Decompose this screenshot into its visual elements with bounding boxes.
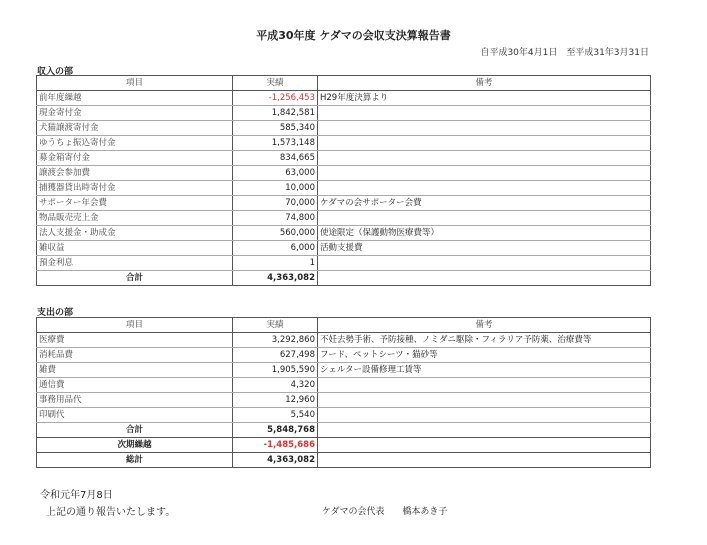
- row-note: [318, 256, 651, 271]
- row-item: 消耗品費: [37, 348, 233, 363]
- row-item: 事務用品代: [37, 393, 233, 408]
- row-note: シェルター設備修理工賃等: [318, 363, 651, 378]
- row-amount: 1: [233, 256, 318, 271]
- column-header-amount: 実績: [233, 318, 318, 333]
- row-amount: 70,000: [233, 196, 318, 211]
- row-note: [318, 136, 651, 151]
- expense-total-note: [318, 423, 651, 438]
- table-row: [37, 393, 651, 408]
- table-row: [37, 151, 651, 166]
- row-amount: 834,665: [233, 151, 318, 166]
- row-note: 使途限定（保護動物医療費等）: [318, 226, 651, 241]
- column-header-note: 備考: [318, 318, 651, 333]
- row-amount: 1,905,590: [233, 363, 318, 378]
- carryover-amount: -1,485,686: [233, 438, 318, 453]
- row-note: ケダマの会サポーター会費: [318, 196, 651, 211]
- row-amount: 12,960: [233, 393, 318, 408]
- carryover-row: [37, 438, 651, 453]
- row-item: 雑収益: [37, 241, 233, 256]
- row-item: 譲渡会参加費: [37, 166, 233, 181]
- expense-total-label: 合計: [37, 423, 233, 438]
- table-row: [37, 166, 651, 181]
- row-amount: 3,292,860: [233, 333, 318, 348]
- table-row: [37, 136, 651, 151]
- row-item: 募金箱寄付金: [37, 151, 233, 166]
- row-amount: 585,340: [233, 121, 318, 136]
- income-section-label: 収入の部: [37, 67, 74, 77]
- table-row: [37, 333, 651, 348]
- grand-total-label: 総計: [37, 453, 233, 468]
- row-item: 現金寄付金: [37, 106, 233, 121]
- column-header-item: 項目: [37, 318, 233, 333]
- row-item: 預金利息: [37, 256, 233, 271]
- grand-total-amount: 4,363,082: [233, 453, 318, 468]
- row-item: 法人支援金・助成金: [37, 226, 233, 241]
- row-amount: 63,000: [233, 166, 318, 181]
- table-row: [37, 226, 651, 241]
- row-amount: -1,256,453: [233, 91, 318, 106]
- row-item: 通信費: [37, 378, 233, 393]
- row-amount: 560,000: [233, 226, 318, 241]
- table-row: [37, 241, 651, 256]
- table-row: [37, 106, 651, 121]
- report-date: 令和元年7月8日: [40, 490, 113, 501]
- row-note: [318, 393, 651, 408]
- column-header-note: 備考: [318, 76, 651, 91]
- row-amount: 74,800: [233, 211, 318, 226]
- row-item: 前年度繰越: [37, 91, 233, 106]
- row-item: 印刷代: [37, 408, 233, 423]
- table-row: [37, 181, 651, 196]
- column-header-amount: 実績: [233, 76, 318, 91]
- expense-total-row: [37, 423, 651, 438]
- row-item: 犬猫譲渡寄付金: [37, 121, 233, 136]
- column-header-item: 項目: [37, 76, 233, 91]
- income-header-row: [37, 76, 651, 91]
- income-total-row: [37, 271, 651, 286]
- row-note: [318, 121, 651, 136]
- row-note: H29年度決算より: [318, 91, 651, 106]
- row-amount: 10,000: [233, 181, 318, 196]
- row-item: 捕獲器貸出時寄付金: [37, 181, 233, 196]
- row-note: [318, 151, 651, 166]
- income-total-note: [318, 271, 651, 286]
- representative-name: 橋本あき子: [402, 507, 448, 517]
- row-amount: 4,320: [233, 378, 318, 393]
- row-item: 医療費: [37, 333, 233, 348]
- fiscal-period: 自平成30年4月1日 至平成31年3月31日: [480, 48, 649, 58]
- row-amount: 5,540: [233, 408, 318, 423]
- table-row: [37, 408, 651, 423]
- report-statement: 上記の通り報告いたします。: [46, 507, 176, 518]
- expense-header-row: [37, 318, 651, 333]
- income-total-label: 合計: [37, 271, 233, 286]
- grand-total-row: [37, 453, 651, 468]
- table-row: [37, 256, 651, 271]
- table-row: [37, 91, 651, 106]
- row-note: 活動支援費: [318, 241, 651, 256]
- row-note: [318, 181, 651, 196]
- expense-total-amount: 5,848,768: [233, 423, 318, 438]
- row-amount: 1,573,148: [233, 136, 318, 151]
- report-title: 平成30年度 ケダマの会収支決算報告書: [256, 29, 451, 42]
- representative-title: ケダマの会代表: [322, 507, 385, 517]
- row-note: [318, 106, 651, 121]
- row-item: 物品販売売上金: [37, 211, 233, 226]
- row-item: ゆうちょ振込寄付金: [37, 136, 233, 151]
- table-row: [37, 378, 651, 393]
- income-total-amount: 4,363,082: [233, 271, 318, 286]
- income-table: [36, 75, 651, 286]
- row-note: [318, 408, 651, 423]
- grand-total-note: [318, 453, 651, 468]
- row-note: フード、ペットシーツ・猫砂等: [318, 348, 651, 363]
- table-row: [37, 363, 651, 378]
- row-note: 不妊去勢手術、予防接種、ノミダニ駆除・フィラリア予防薬、治療費等: [318, 333, 651, 348]
- row-amount: 627,498: [233, 348, 318, 363]
- row-note: [318, 378, 651, 393]
- row-amount: 1,842,581: [233, 106, 318, 121]
- carryover-note: [318, 438, 651, 453]
- row-note: [318, 211, 651, 226]
- row-item: 雑費: [37, 363, 233, 378]
- carryover-label: 次期繰越: [37, 438, 233, 453]
- table-row: [37, 121, 651, 136]
- table-row: [37, 348, 651, 363]
- table-row: [37, 211, 651, 226]
- row-item: サポーター年会費: [37, 196, 233, 211]
- representative: [322, 504, 447, 517]
- row-note: [318, 166, 651, 181]
- table-row: [37, 196, 651, 211]
- expense-section-label: 支出の部: [37, 308, 74, 318]
- row-amount: 6,000: [233, 241, 318, 256]
- expense-table: [36, 317, 651, 468]
